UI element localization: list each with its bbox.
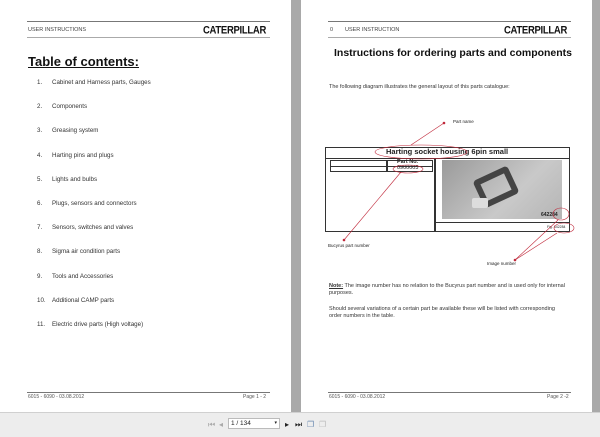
footer-left: 6015 - 6090 - 03.08.2012 xyxy=(329,394,386,400)
bucyrus-label: Bucyrus part number xyxy=(328,243,370,248)
toc-item[interactable]: Sigma air condition parts xyxy=(52,248,121,256)
toc-item[interactable]: Greasing system xyxy=(52,127,99,135)
image-number-label: Image number xyxy=(487,261,517,266)
toc-item-number: 8. xyxy=(37,248,43,256)
page-2 xyxy=(301,0,592,412)
toc-item[interactable]: Electric drive parts (High voltage) xyxy=(52,321,144,328)
part-number: 0900003 xyxy=(397,165,419,171)
toc-item-number: 9. xyxy=(37,272,43,280)
first-page-icon[interactable]: ⏮ xyxy=(208,420,216,429)
single-page-view-icon[interactable]: ❐ xyxy=(307,420,315,429)
toc-item-number: 2. xyxy=(37,103,43,111)
variations-text: Should several variations of a certain part be available these will be listed with corresponding order numbers in the table. xyxy=(329,306,555,319)
toc-item[interactable]: Plugs, sensors and connectors xyxy=(52,200,137,207)
part-title: Harting socket housing 6pin small xyxy=(386,147,509,156)
page-title: Instructions for ordering parts and components xyxy=(334,47,573,59)
part-no-header: Part No. xyxy=(397,158,419,165)
page-number-value: 1 / 134 xyxy=(231,420,251,427)
header-number: 0 xyxy=(330,27,334,33)
toc-item-number: 3. xyxy=(37,127,43,135)
toc-item[interactable]: Components xyxy=(52,103,88,111)
next-page-icon[interactable]: ▸ xyxy=(285,420,290,429)
footer-page: Page 1 - 2 xyxy=(243,394,267,400)
footer-left: 6015 - 6090 - 03.08.2012 xyxy=(28,394,85,400)
toc-item-number: 5. xyxy=(37,175,43,183)
header-text: USER INSTRUCTION xyxy=(345,27,400,33)
page-gap xyxy=(592,0,600,412)
toc-item-number: 11. xyxy=(37,321,46,328)
last-page-icon[interactable]: ⏭ xyxy=(295,420,303,429)
toc-item-number: 4. xyxy=(37,151,43,159)
fig-label: Fig. 642284 xyxy=(547,225,566,229)
toc-item[interactable]: Cabinet and Harness parts, Gauges xyxy=(52,79,151,86)
toc-item[interactable]: Additional CAMP parts xyxy=(52,296,115,304)
note-text xyxy=(329,283,569,297)
toc-item-number: 1. xyxy=(37,79,43,86)
footer-page: Page 2 -2 xyxy=(547,394,569,400)
page-gap xyxy=(291,0,301,412)
part-name-label: Part name xyxy=(453,119,474,124)
toc-item[interactable]: Tools and Accessories xyxy=(52,272,114,280)
prev-page-icon[interactable]: ◂ xyxy=(219,420,224,429)
toc-item-number: 6. xyxy=(37,200,43,207)
note-body: The image number has no relation to the Bucyrus part number and is used only for internal purposes. xyxy=(329,283,565,296)
pdf-toolbar xyxy=(0,412,600,437)
toc-item-number: 7. xyxy=(37,224,43,232)
page-number-input[interactable]: 1 / 134 ▾ xyxy=(228,418,280,429)
caterpillar-logo: CATERPILLAR xyxy=(504,24,568,37)
toc-title: Table of contents: xyxy=(28,54,139,69)
caterpillar-logo: CATERPILLAR xyxy=(203,24,267,37)
header-text: USER INSTRUCTIONS xyxy=(28,27,87,33)
image-number: 642284 xyxy=(541,212,558,218)
toc-item[interactable]: Lights and bulbs xyxy=(52,175,98,183)
two-page-view-icon[interactable]: ❐ xyxy=(319,420,327,429)
note-label: Note: xyxy=(329,283,344,289)
intro-text: The following diagram illustrates the general layout of this parts catalogue: xyxy=(329,84,510,90)
toc-item[interactable]: Harting pins and plugs xyxy=(52,151,114,159)
page-1 xyxy=(0,0,291,412)
toc-item[interactable]: Sensors, switches and valves xyxy=(52,224,134,232)
toc-item-number: 10. xyxy=(37,296,46,304)
